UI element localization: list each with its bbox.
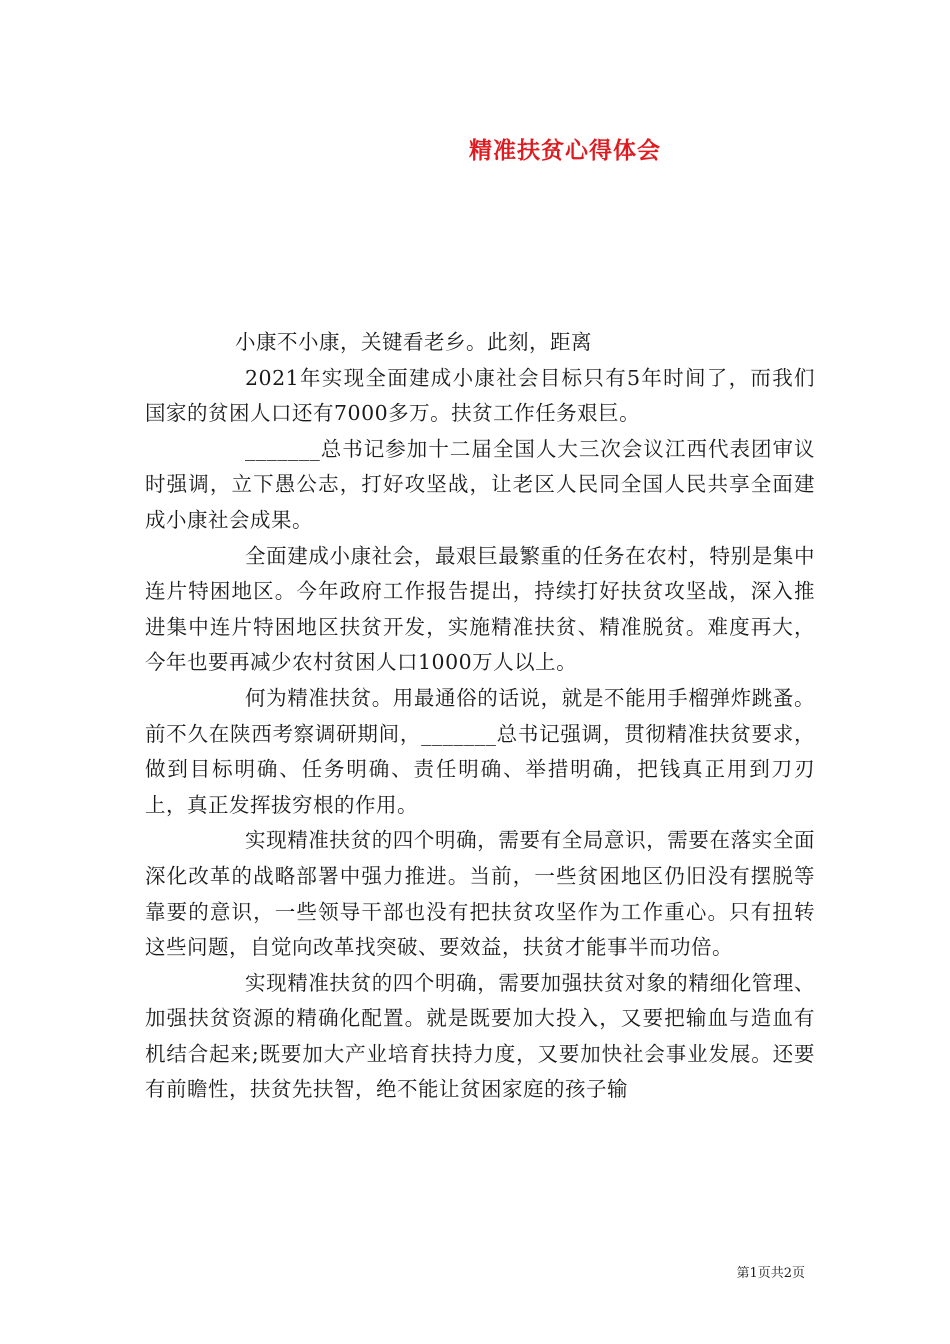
paragraph: 何为精准扶贫。用最通俗的话说，就是不能用手榴弹炸跳蚤。前不久在陕西考察调研期间，_______总书记强调，贯彻精准扶贫要求，做到目标明确、任务明确、责任明确、举措明确，把钱真正用到刀刃上，真正发挥拔穷根的作用。 — [145, 685, 815, 817]
paragraph: 2021年实现全面建成小康社会目标只有5年时间了，而我们国家的贫困人口还有7000多万。扶贫工作任务艰巨。 — [145, 365, 815, 426]
paragraph: 小康不小康，关键看老乡。此刻，距离 — [235, 330, 592, 354]
paragraph: 实现精准扶贫的四个明确，需要有全局意识，需要在落实全面深化改革的战略部署中强力推进。当前，一些贫困地区仍旧没有摆脱等靠要的意识，一些领导干部也没有把扶贫攻坚作为工作重心。只有扭转这些问题，自觉向改革找突破、要效益，扶贫才能事半而功倍。 — [145, 828, 815, 960]
page-number: 第1页共2页 — [736, 1266, 805, 1281]
document-body — [145, 325, 815, 1108]
paragraph: 实现精准扶贫的四个明确，需要加强扶贫对象的精细化管理、加强扶贫资源的精确化配置。就是既要加大投入，又要把输血与造血有机结合起来;既要加大产业培育扶持力度，又要加快社会事业发展。还要有前瞻性，扶贫先扶智，绝不能让贫困家庭的孩子输 — [145, 970, 815, 1102]
document-title: 精准扶贫心得体会 — [469, 137, 661, 164]
paragraph: 全面建成小康社会，最艰巨最繁重的任务在农村，特别是集中连片特困地区。今年政府工作报告提出，持续打好扶贫攻坚战，深入推进集中连片特困地区扶贫开发，实施精准扶贫、精准脱贫。难度再大，今年也要再减少农村贫困人口1000万人以上。 — [145, 543, 815, 675]
paragraph: _______总书记参加十二届全国人大三次会议江西代表团审议时强调，立下愚公志，打好攻坚战，让老区人民同全国人民共享全面建成小康社会成果。 — [145, 436, 815, 532]
